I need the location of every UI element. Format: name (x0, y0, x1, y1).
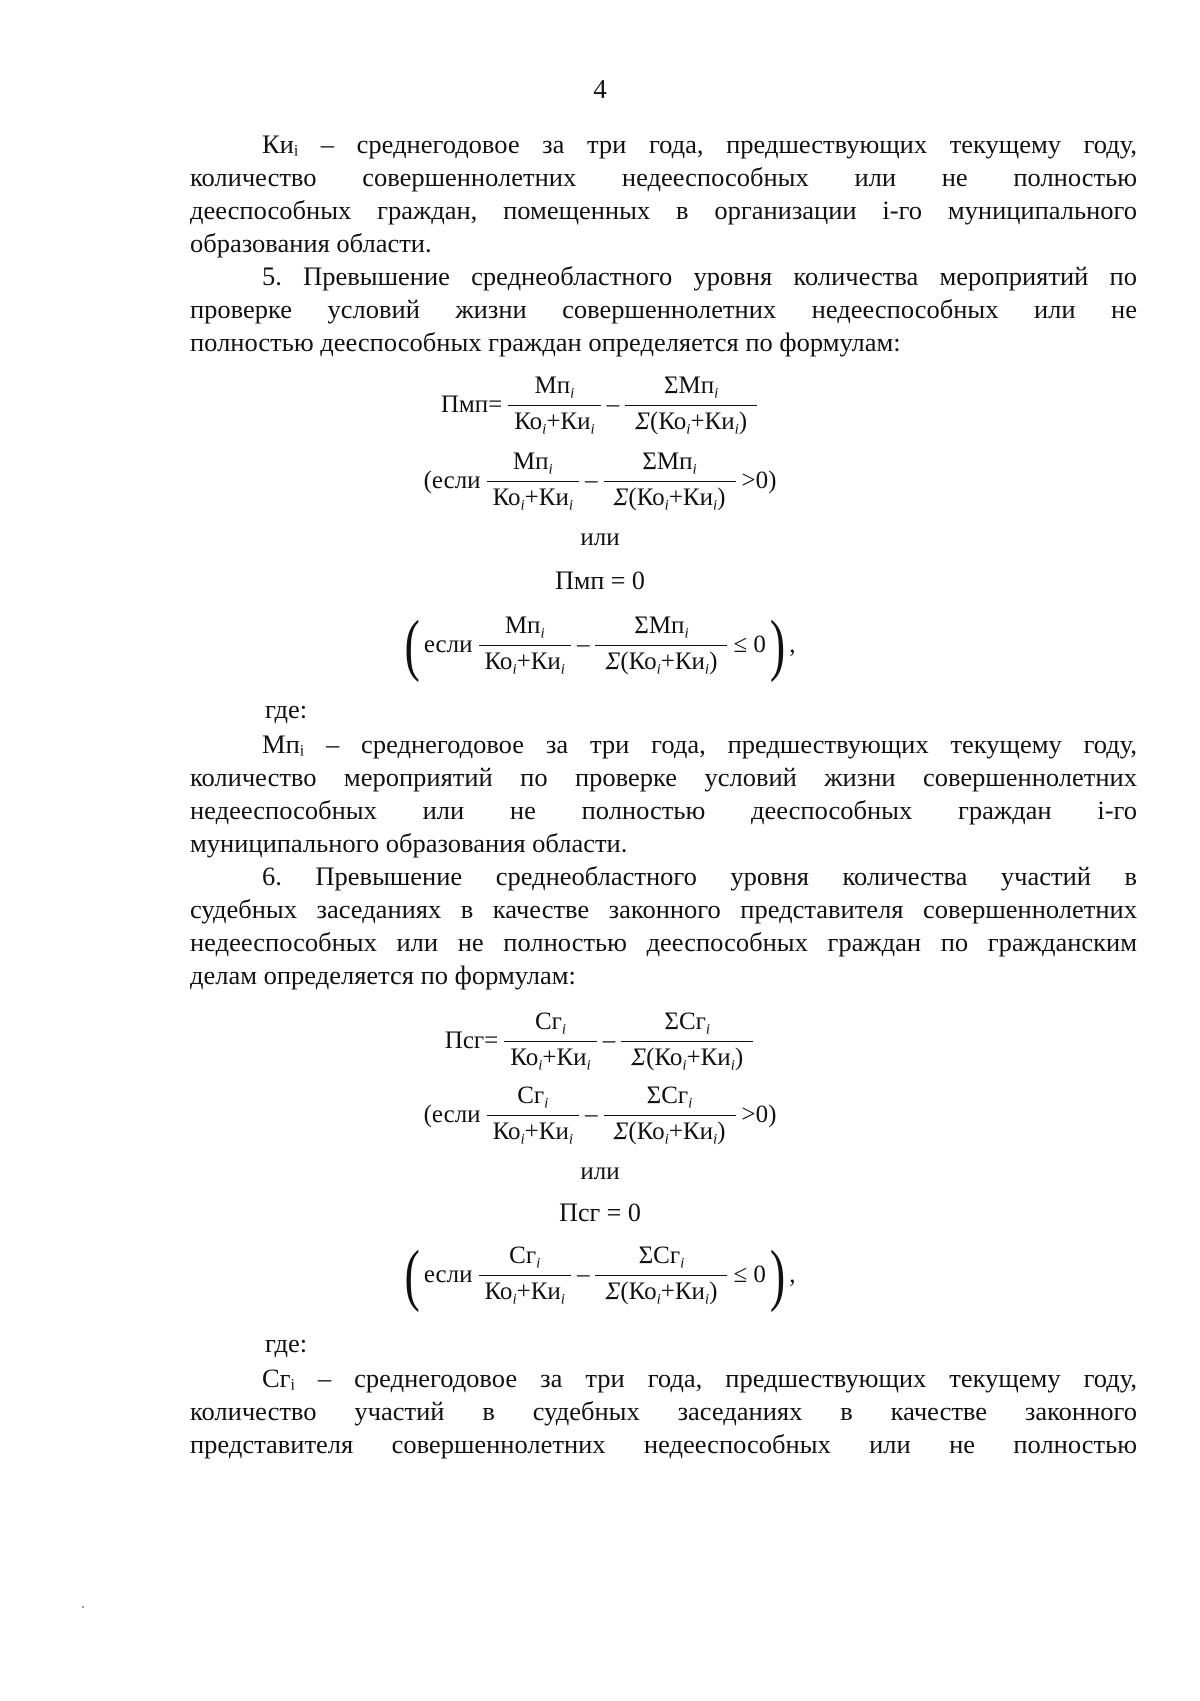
text-line: Киᵢ – среднегодовое за три года, предшествующих текущему году, (262, 129, 1137, 159)
where-label: где: (265, 1328, 308, 1358)
text-line: Сгᵢ – среднегодовое за три года, предшествующих текущему году, (262, 1363, 1137, 1393)
or-word: или (580, 524, 620, 551)
fraction: $\frac{Мп_i}{Ко_i+Ки_i}$ (487, 448, 579, 514)
text-line: 6. Превышение среднеобластного уровня количества участий в (262, 861, 1137, 891)
close-paren: ) (769, 1236, 786, 1313)
paragraph-sg (190, 1362, 1137, 1461)
fraction: $\frac{\Sigma Сг_i}{\Sigma(Ко_i+Ки_i)}$ (595, 1242, 727, 1308)
text-line: количество участий в судебных заседаниях в качестве законного (190, 1396, 1137, 1426)
text-line: количество совершеннолетних недееспособных или не полностью (190, 162, 1137, 192)
formula-psg-condition: (если $\frac{Сг_i}{Ко_i+Ки_i}$ – $\frac{\Sigma Сг_i}{\Sigma(Ко_i+Ки_i)}$ >0) (423, 1082, 777, 1147)
or-word: или (580, 1158, 620, 1185)
fraction: $\frac{\Sigma Мп_i}{\Sigma(Ко_i+Ки_i)}$ (595, 612, 727, 678)
text-line: полностью дееспособных граждан определяется по формулам: (190, 327, 901, 357)
text-line: образования области. (190, 228, 432, 258)
formula-pmp-zero: Пмп = 0 (555, 566, 645, 595)
fraction: $\frac{\Sigma Сг_i}{\Sigma(Ко_i+Ки_i)}$ (621, 1008, 753, 1074)
where-label: где: (265, 694, 308, 724)
fraction: $\frac{\Sigma Сг_i}{\Sigma(Ко_i+Ки_i)}$ (604, 1082, 736, 1148)
text-line: Мпᵢ – среднегодовое за три года, предшествующих текущему году, (262, 729, 1137, 759)
close-paren: ) (769, 606, 786, 683)
formula-psg-condition-2: ( если $\frac{Сг_i}{Ко_i+Ки_i}$ – $\frac{\Sigma Сг_i}{\Sigma(Ко_i+Ки_i)}$ ≤ 0 ) , (404, 1236, 796, 1313)
paragraph-ki (190, 128, 1137, 260)
fraction: $\frac{Мп_i}{Ко_i+Ки_i}$ (508, 372, 600, 438)
formula-psg-zero: Псг = 0 (559, 1198, 641, 1227)
fraction: $\frac{Сг_i}{Ко_i+Ки_i}$ (504, 1008, 596, 1074)
paragraph-mp (190, 728, 1137, 860)
open-paren: ( (404, 606, 420, 683)
fraction: $\frac{\Sigma Мп_i}{\Sigma(Ко_i+Ки_i)}$ (625, 372, 757, 438)
paragraph-6 (190, 860, 1137, 992)
text-line: судебных заседаниях в качестве законного представителя совершеннолетних (190, 894, 1137, 924)
text-line: 5. Превышение среднеобластного уровня количества мероприятий по (262, 261, 1137, 291)
fraction: $\frac{\Sigma Мп_i}{\Sigma(Ко_i+Ки_i)}$ (604, 448, 736, 514)
text-line: недееспособных или не полностью дееспособных граждан по гражданским (190, 927, 1137, 957)
minus-sign: – (606, 391, 620, 418)
fraction: $\frac{Мп_i}{Ко_i+Ки_i}$ (479, 612, 571, 678)
text-line: представителя совершеннолетних недееспособных или не полностью (190, 1429, 1137, 1459)
fraction: $\frac{Сг_i}{Ко_i+Ки_i}$ (487, 1082, 579, 1148)
scan-speck (82, 1606, 84, 1608)
text-line: проверке условий жизни совершеннолетних недееспособных или не (190, 294, 1137, 324)
formula-pmp-condition: (если $\frac{Мп_i}{Ко_i+Ки_i}$ – $\frac{\Sigma Мп_i}{\Sigma(Ко_i+Ки_i)}$ >0) (423, 448, 777, 513)
open-paren: ( (404, 1236, 420, 1313)
fraction: $\frac{Сг_i}{Ко_i+Ки_i}$ (479, 1242, 571, 1308)
formula-psg: Псг= $\frac{Сг_i}{Ко_i+Ки_i}$ – $\frac{\Sigma Сг_i}{\Sigma(Ко_i+Ки_i)}$ (0, 1008, 1200, 1074)
formula-pmp-condition-2: ( если $\frac{Мп_i}{Ко_i+Ки_i}$ – $\frac{\Sigma Мп_i}{\Sigma(Ко_i+Ки_i)}$ ≤ 0 ) , (404, 606, 796, 683)
text-line: недееспособных или не полностью дееспособных граждан i-го (190, 795, 1137, 825)
paragraph-5 (190, 260, 1137, 359)
formula-lhs: Пмп= (440, 391, 503, 418)
text-line: делам определяется по формулам: (190, 960, 576, 990)
text-line: дееспособных граждан, помещенных в организации i-го муниципального (190, 195, 1137, 225)
text-line: муниципального образования области. (190, 828, 628, 858)
text-line: количество мероприятий по проверке условий жизни совершеннолетних (190, 762, 1137, 792)
page-number: 4 (593, 74, 607, 104)
formula-pmp (0, 372, 1200, 438)
